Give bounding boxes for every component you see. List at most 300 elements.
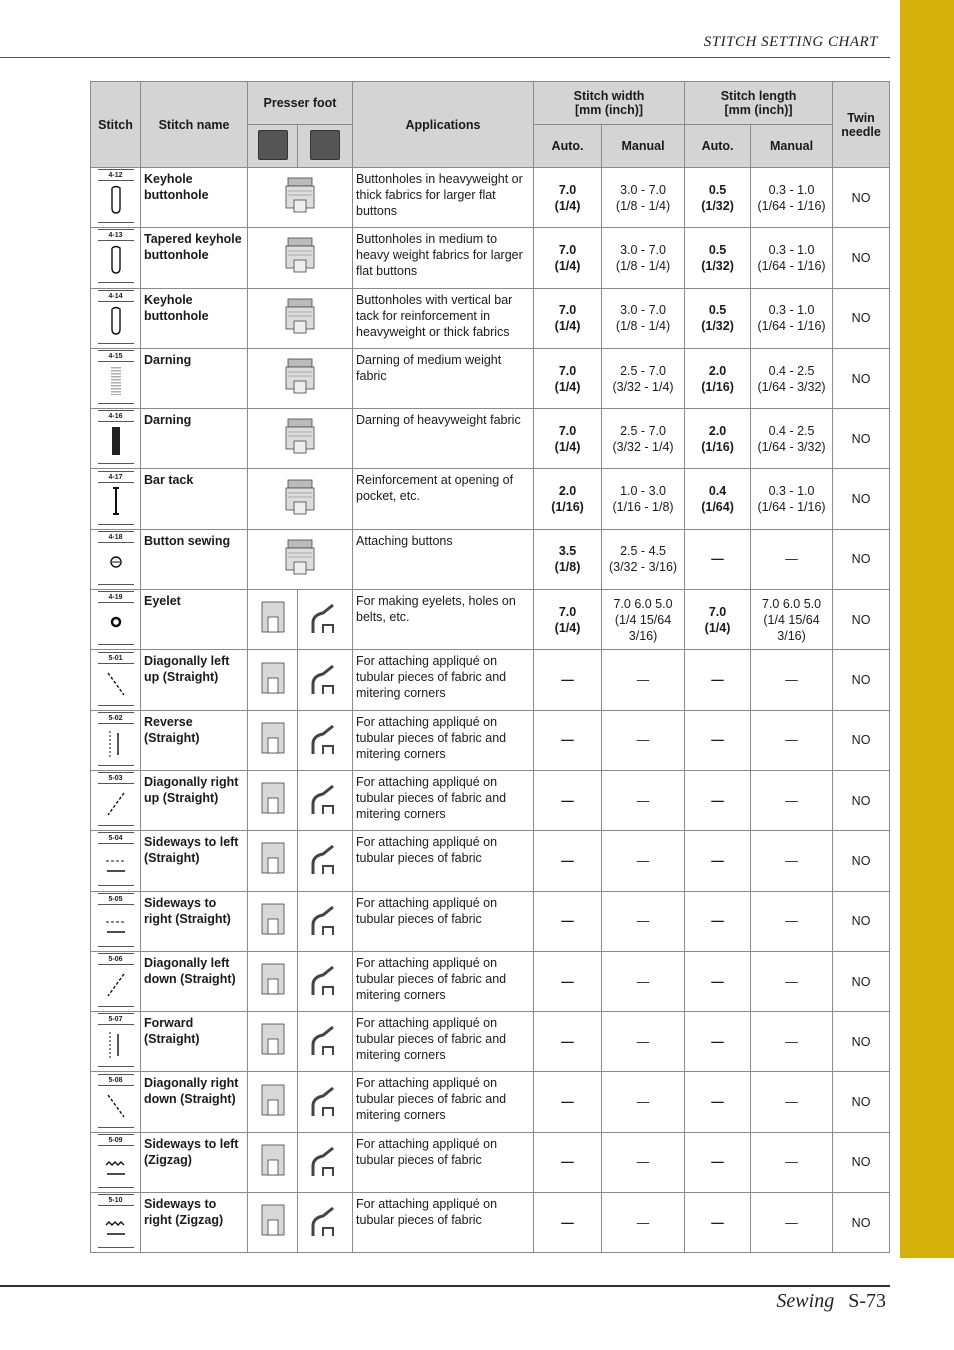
stitch-pattern-icon xyxy=(98,953,134,1007)
presser-foot-o-icon xyxy=(309,1229,341,1243)
presser-foot-o-cell xyxy=(298,650,353,710)
header-length-auto: Auto. xyxy=(685,125,751,168)
value-line: — xyxy=(636,1155,650,1170)
stitch-name: Forward (Straight) xyxy=(141,1012,248,1072)
stitch-pattern-icon xyxy=(98,410,134,464)
value-line: (3/32 - 3/16) xyxy=(608,560,678,575)
presser-foot-n-icon xyxy=(259,1109,287,1123)
w-man-value xyxy=(602,1132,685,1192)
value-line: — xyxy=(785,1095,798,1110)
value-line: — xyxy=(711,552,724,567)
presser-foot-o-icon xyxy=(309,1048,341,1062)
l-man-value xyxy=(751,409,833,469)
stitch-cell xyxy=(91,168,141,228)
presser-foot-n-cell xyxy=(248,891,298,951)
value-line: 1.0 - 3.0 xyxy=(620,484,666,499)
stitch-pattern-icon xyxy=(98,772,134,826)
value-line: (1/8 - 1/4) xyxy=(615,198,671,213)
w-auto-value xyxy=(534,770,602,830)
application-text: Buttonholes in heavyweight or thick fabrics for larger flat buttons xyxy=(353,168,534,228)
presser-foot-o-cell xyxy=(298,1132,353,1192)
value-line: 7.0 xyxy=(558,242,577,257)
presser-foot-a-icon xyxy=(282,326,318,340)
table-row xyxy=(91,951,890,1011)
value-line: (1/32) xyxy=(701,319,734,334)
presser-foot-n-icon xyxy=(259,988,287,1002)
stitch-name: Eyelet xyxy=(141,590,248,650)
value-line: 0.4 - 2.5 xyxy=(768,363,815,378)
table-row xyxy=(91,168,890,228)
stitch-cell xyxy=(91,228,141,288)
value-line: (3/32 - 1/4) xyxy=(612,379,674,394)
header-length-manual: Manual xyxy=(751,125,833,168)
value-line: 3.0 - 7.0 xyxy=(620,182,666,197)
presser-foot-n-icon xyxy=(259,747,287,761)
w-auto-value xyxy=(534,168,602,228)
value-line: — xyxy=(711,1034,724,1049)
stitch-code: 4-12 xyxy=(98,171,134,181)
presser-foot-n-cell xyxy=(248,1012,298,1072)
application-text: For attaching appliqué on tubular pieces of fabric and mitering corners xyxy=(353,1072,534,1132)
presser-foot-cell xyxy=(248,529,353,589)
foot-icon-header-left xyxy=(248,125,298,168)
header-width-auto: Auto. xyxy=(534,125,602,168)
application-text: For attaching appliqué on tubular pieces of fabric and mitering corners xyxy=(353,770,534,830)
presser-foot-n-cell xyxy=(248,770,298,830)
stitch-pattern-icon xyxy=(98,350,134,404)
value-line: 2.5 - 4.5 xyxy=(620,544,666,559)
value-line: — xyxy=(561,733,574,748)
stitch-pattern-icon xyxy=(98,893,134,947)
application-text: For attaching appliqué on tubular pieces of fabric xyxy=(353,831,534,891)
value-line: (1/4) xyxy=(704,620,731,635)
presser-foot-alt-icon xyxy=(310,130,340,160)
twin-needle-value: NO xyxy=(833,228,890,288)
l-auto-value xyxy=(685,650,751,710)
stitch-code: 5-10 xyxy=(98,1196,134,1206)
value-line: 3.0 - 7.0 xyxy=(620,303,666,318)
stitch-cell xyxy=(91,348,141,408)
w-man-value xyxy=(602,951,685,1011)
l-auto-value xyxy=(685,288,751,348)
w-auto-value xyxy=(534,469,602,529)
presser-foot-a-icon xyxy=(282,386,318,400)
value-line: 7.0 6.0 5.0 xyxy=(762,596,822,611)
stitch-code: 5-08 xyxy=(98,1076,134,1086)
stitch-code: 4-13 xyxy=(98,231,134,241)
l-man-value xyxy=(751,529,833,589)
value-line: — xyxy=(785,673,798,688)
presser-foot-n-cell xyxy=(248,590,298,650)
value-line: 2.5 - 7.0 xyxy=(620,363,666,378)
value-line: 3/16) xyxy=(628,628,658,643)
value-line: — xyxy=(636,853,650,868)
twin-needle-value: NO xyxy=(833,529,890,589)
l-man-value xyxy=(751,348,833,408)
table-row xyxy=(91,529,890,589)
stitch-pattern-icon xyxy=(98,1134,134,1188)
value-line: 3.5 xyxy=(558,544,577,559)
stitch-cell xyxy=(91,1072,141,1132)
twin-needle-value: NO xyxy=(833,590,890,650)
l-man-value xyxy=(751,1012,833,1072)
presser-foot-o-cell xyxy=(298,831,353,891)
stitch-pattern-icon xyxy=(98,1074,134,1128)
presser-foot-o-cell xyxy=(298,1072,353,1132)
application-text: For attaching appliqué on tubular pieces of fabric and mitering corners xyxy=(353,951,534,1011)
stitch-name: Keyhole buttonhole xyxy=(141,288,248,348)
presser-foot-cell xyxy=(248,469,353,529)
stitch-cell xyxy=(91,529,141,589)
table-row xyxy=(91,228,890,288)
presser-foot-n-icon xyxy=(259,928,287,942)
l-auto-value xyxy=(685,1072,751,1132)
l-auto-value xyxy=(685,529,751,589)
value-line: 0.3 - 1.0 xyxy=(768,484,815,499)
stitch-name: Sideways to right (Straight) xyxy=(141,891,248,951)
stitch-name: Tapered keyhole buttonhole xyxy=(141,228,248,288)
table-row xyxy=(91,409,890,469)
value-line: 2.0 xyxy=(708,363,727,378)
l-auto-value xyxy=(685,770,751,830)
value-line: 3/16) xyxy=(777,628,806,643)
value-line: — xyxy=(711,733,724,748)
presser-foot-n-icon xyxy=(259,867,287,881)
stitch-pattern-icon xyxy=(98,471,134,525)
page-footer xyxy=(776,1290,886,1313)
value-line: 7.0 xyxy=(708,604,727,619)
header-stitch-name: Stitch name xyxy=(141,82,248,168)
presser-foot-n-icon xyxy=(259,1169,287,1183)
presser-foot-cell xyxy=(248,409,353,469)
value-line: 2.0 xyxy=(708,423,727,438)
value-line: — xyxy=(785,914,798,929)
value-line: (1/16 - 1/8) xyxy=(612,500,674,515)
w-auto-value xyxy=(534,1072,602,1132)
value-line: — xyxy=(636,1215,650,1230)
value-line: (1/64 - 1/16) xyxy=(757,198,826,213)
twin-needle-value: NO xyxy=(833,409,890,469)
stitch-name: Sideways to right (Zigzag) xyxy=(141,1193,248,1253)
stitch-cell xyxy=(91,1193,141,1253)
presser-foot-cell xyxy=(248,348,353,408)
presser-foot-o-icon xyxy=(309,687,341,701)
application-text: For attaching appliqué on tubular pieces of fabric and mitering corners xyxy=(353,1012,534,1072)
application-text: Buttonholes in medium to heavy weight fabrics for larger flat buttons xyxy=(353,228,534,288)
table-row xyxy=(91,650,890,710)
stitch-cell xyxy=(91,288,141,348)
l-auto-value xyxy=(685,590,751,650)
stitch-pattern-icon xyxy=(98,832,134,886)
value-line: 0.3 - 1.0 xyxy=(768,242,815,257)
twin-needle-value: NO xyxy=(833,951,890,1011)
header-divider xyxy=(0,57,890,58)
value-line: — xyxy=(561,974,574,989)
value-line: (1/8) xyxy=(554,560,581,575)
presser-foot-o-icon xyxy=(309,1109,341,1123)
value-line: (1/16) xyxy=(701,379,734,394)
table-row xyxy=(91,1012,890,1072)
presser-foot-o-icon xyxy=(309,807,341,821)
table-row xyxy=(91,590,890,650)
value-line: 7.0 xyxy=(558,182,577,197)
twin-needle-value: NO xyxy=(833,469,890,529)
stitch-code: 5-03 xyxy=(98,774,134,784)
stitch-name: Button sewing xyxy=(141,529,248,589)
value-line: — xyxy=(561,793,574,808)
stitch-cell xyxy=(91,710,141,770)
w-man-value xyxy=(602,1072,685,1132)
twin-needle-value: NO xyxy=(833,168,890,228)
header-width-manual: Manual xyxy=(602,125,685,168)
value-line: (1/64) xyxy=(701,500,734,515)
w-auto-value xyxy=(534,529,602,589)
stitch-cell xyxy=(91,650,141,710)
l-auto-value xyxy=(685,951,751,1011)
application-text: Attaching buttons xyxy=(353,529,534,589)
stitch-cell xyxy=(91,409,141,469)
foot-icon-header-right xyxy=(298,125,353,168)
l-man-value xyxy=(751,770,833,830)
stitch-pattern-icon xyxy=(98,229,134,283)
value-line: 0.4 - 2.5 xyxy=(768,423,815,438)
value-line: — xyxy=(561,1034,574,1049)
presser-foot-n-cell xyxy=(248,1132,298,1192)
w-auto-value xyxy=(534,650,602,710)
value-line: 7.0 6.0 5.0 xyxy=(613,596,673,611)
page-header-title: STITCH SETTING CHART xyxy=(703,34,878,50)
value-line: 3.0 - 7.0 xyxy=(620,242,666,257)
l-auto-value xyxy=(685,1132,751,1192)
l-man-value xyxy=(751,710,833,770)
value-line: 0.5 xyxy=(708,303,727,318)
w-auto-value xyxy=(534,288,602,348)
table-row xyxy=(91,1072,890,1132)
header-presser-foot: Presser foot xyxy=(248,82,353,125)
twin-needle-value: NO xyxy=(833,288,890,348)
w-man-value xyxy=(602,650,685,710)
value-line: (1/4) xyxy=(554,198,581,213)
w-auto-value xyxy=(534,1132,602,1192)
presser-foot-a-icon xyxy=(282,265,318,279)
value-line: — xyxy=(636,1034,650,1049)
value-line: (1/64 - 1/16) xyxy=(757,258,826,273)
twin-needle-value: NO xyxy=(833,1193,890,1253)
value-line: (1/4 15/64 xyxy=(614,612,672,627)
l-man-value xyxy=(751,288,833,348)
stitch-name: Sideways to left (Zigzag) xyxy=(141,1132,248,1192)
l-man-value xyxy=(751,469,833,529)
value-line: 7.0 xyxy=(558,303,577,318)
l-man-value xyxy=(751,951,833,1011)
presser-foot-cell xyxy=(248,228,353,288)
application-text: For attaching appliqué on tubular pieces of fabric xyxy=(353,891,534,951)
value-line: — xyxy=(561,1095,574,1110)
application-text: Darning of medium weight fabric xyxy=(353,348,534,408)
stitch-code: 5-09 xyxy=(98,1136,134,1146)
twin-needle-value: NO xyxy=(833,831,890,891)
w-auto-value xyxy=(534,891,602,951)
header-stitch: Stitch xyxy=(91,82,141,168)
presser-foot-o-icon xyxy=(309,988,341,1002)
table-row xyxy=(91,831,890,891)
stitch-cell xyxy=(91,1132,141,1192)
application-text: For attaching appliqué on tubular pieces of fabric xyxy=(353,1132,534,1192)
w-man-value xyxy=(602,409,685,469)
header-stitch-length: Stitch length [mm (inch)] xyxy=(685,82,833,125)
l-auto-value xyxy=(685,831,751,891)
value-line: — xyxy=(561,1155,574,1170)
value-line: (1/64 - 1/16) xyxy=(757,319,826,334)
stitch-code: 4-18 xyxy=(98,533,134,543)
value-line: 0.5 xyxy=(708,242,727,257)
value-line: 0.3 - 1.0 xyxy=(768,182,815,197)
stitch-code: 4-14 xyxy=(98,292,134,302)
stitch-pattern-icon xyxy=(98,290,134,344)
value-line: — xyxy=(785,552,798,567)
stitch-cell xyxy=(91,770,141,830)
presser-foot-icon xyxy=(258,130,288,160)
l-man-value xyxy=(751,891,833,951)
value-line: (1/8 - 1/4) xyxy=(615,258,671,273)
table-row xyxy=(91,891,890,951)
application-text: For attaching appliqué on tubular pieces of fabric and mitering corners xyxy=(353,710,534,770)
value-line: (1/64 - 3/32) xyxy=(757,439,826,454)
presser-foot-o-icon xyxy=(309,626,341,640)
twin-needle-value: NO xyxy=(833,710,890,770)
presser-foot-o-icon xyxy=(309,928,341,942)
twin-needle-value: NO xyxy=(833,348,890,408)
presser-foot-o-cell xyxy=(298,590,353,650)
value-line: — xyxy=(711,853,724,868)
value-line: — xyxy=(711,1215,724,1230)
value-line: — xyxy=(636,673,650,688)
presser-foot-o-cell xyxy=(298,770,353,830)
stitch-cell xyxy=(91,951,141,1011)
w-man-value xyxy=(602,529,685,589)
l-man-value xyxy=(751,228,833,288)
stitch-code: 5-02 xyxy=(98,714,134,724)
l-man-value xyxy=(751,831,833,891)
stitch-code: 5-01 xyxy=(98,654,134,664)
value-line: (1/4) xyxy=(554,258,581,273)
table-row xyxy=(91,469,890,529)
presser-foot-o-cell xyxy=(298,951,353,1011)
value-line: (1/16) xyxy=(701,439,734,454)
stitch-name: Diagonally left up (Straight) xyxy=(141,650,248,710)
application-text: Buttonholes with vertical bar tack for reinforcement in heavyweight or thick fabrics xyxy=(353,288,534,348)
stitch-cell xyxy=(91,590,141,650)
footer-divider xyxy=(0,1285,890,1287)
stitch-name: Keyhole buttonhole xyxy=(141,168,248,228)
w-man-value xyxy=(602,770,685,830)
stitch-code: 4-15 xyxy=(98,352,134,362)
stitch-name: Diagonally right up (Straight) xyxy=(141,770,248,830)
w-auto-value xyxy=(534,710,602,770)
w-man-value xyxy=(602,168,685,228)
value-line: 0.4 xyxy=(708,484,727,499)
value-line: (3/32 - 1/4) xyxy=(612,439,674,454)
w-man-value xyxy=(602,1193,685,1253)
l-auto-value xyxy=(685,228,751,288)
stitch-code: 4-16 xyxy=(98,412,134,422)
twin-needle-value: NO xyxy=(833,1012,890,1072)
value-line: — xyxy=(561,1215,574,1230)
presser-foot-n-icon xyxy=(259,626,287,640)
stitch-setting-table xyxy=(90,81,890,1253)
value-line: 2.0 xyxy=(558,484,577,499)
stitch-code: 5-06 xyxy=(98,955,134,965)
value-line: 7.0 xyxy=(558,423,577,438)
value-line: — xyxy=(785,1034,798,1049)
value-line: — xyxy=(711,673,724,688)
application-text: For attaching appliqué on tubular pieces of fabric xyxy=(353,1193,534,1253)
presser-foot-a-icon xyxy=(282,446,318,460)
l-man-value xyxy=(751,590,833,650)
twin-needle-value: NO xyxy=(833,1132,890,1192)
application-text: For making eyelets, holes on belts, etc. xyxy=(353,590,534,650)
table-row xyxy=(91,1132,890,1192)
l-man-value xyxy=(751,1132,833,1192)
l-auto-value xyxy=(685,710,751,770)
value-line: — xyxy=(785,1215,798,1230)
l-auto-value xyxy=(685,891,751,951)
value-line: 0.3 - 1.0 xyxy=(768,303,815,318)
stitch-code: 5-07 xyxy=(98,1015,134,1025)
value-line: (1/4) xyxy=(554,439,581,454)
value-line: (1/4) xyxy=(554,379,581,394)
header-twin-needle: Twin needle xyxy=(833,82,890,168)
table-row xyxy=(91,710,890,770)
value-line: — xyxy=(785,793,798,808)
value-line: (1/16) xyxy=(551,500,584,515)
l-man-value xyxy=(751,650,833,710)
value-line: — xyxy=(711,974,724,989)
twin-needle-value: NO xyxy=(833,650,890,710)
w-auto-value xyxy=(534,1012,602,1072)
w-auto-value xyxy=(534,348,602,408)
presser-foot-m-icon xyxy=(282,567,318,581)
presser-foot-o-cell xyxy=(298,1012,353,1072)
stitch-cell xyxy=(91,469,141,529)
value-line: (1/64 - 3/32) xyxy=(757,379,826,394)
value-line: — xyxy=(785,974,798,989)
presser-foot-o-cell xyxy=(298,891,353,951)
chapter-tab xyxy=(900,0,954,1258)
w-man-value xyxy=(602,590,685,650)
application-text: For attaching appliqué on tubular pieces of fabric and mitering corners xyxy=(353,650,534,710)
w-auto-value xyxy=(534,1193,602,1253)
stitch-code: 5-04 xyxy=(98,834,134,844)
value-line: — xyxy=(711,1155,724,1170)
application-text: Reinforcement at opening of pocket, etc. xyxy=(353,469,534,529)
l-auto-value xyxy=(685,1012,751,1072)
value-line: — xyxy=(711,1095,724,1110)
w-man-value xyxy=(602,891,685,951)
footer-section: Sewing xyxy=(776,1290,835,1312)
value-line: 7.0 xyxy=(558,604,577,619)
presser-foot-n-cell xyxy=(248,1193,298,1253)
w-man-value xyxy=(602,228,685,288)
presser-foot-a-icon xyxy=(282,205,318,219)
table-row xyxy=(91,288,890,348)
w-man-value xyxy=(602,1012,685,1072)
stitch-code: 4-17 xyxy=(98,473,134,483)
l-auto-value xyxy=(685,409,751,469)
stitch-pattern-icon xyxy=(98,531,134,585)
value-line: — xyxy=(785,1155,798,1170)
value-line: — xyxy=(636,793,650,808)
